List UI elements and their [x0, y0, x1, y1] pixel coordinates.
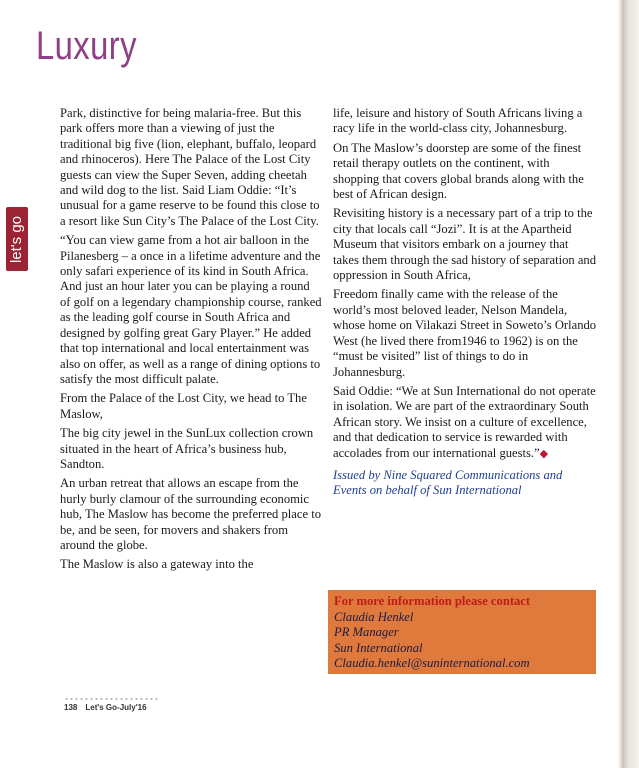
paragraph: On The Maslow’s doorstep are some of the finest retail therapy outlets on the continent, with shopping that covers global brands along with the best of African design. [333, 140, 584, 202]
paragraph-final-text: Said Oddie: “We at Sun International do not operate in isolation. We are part of the extraordinary South African story. We insist on a culture of excellence, and that dedication to service is rewarded with accolades from our international guests.” [333, 383, 596, 460]
contact-name: Claudia Henkel [334, 609, 414, 624]
article-column-right [333, 106, 597, 502]
paragraph: An urban retreat that allows an escape from the hurly burly clamour of the surrounding economic hub, The Maslow has become the preferred place to be, and be seen, for movers and shakers from around the globe. [60, 476, 321, 552]
paragraph: Freedom finally came with the release of the world’s most beloved leader, Nelson Mandela, whose home on Vilakazi Street in Soweto’s Orlando West (he lived there from1946 to 1962) is on the “must be visited” list of things to do in Johannesburg. [333, 287, 597, 379]
press-credit: Issued by Nine Squared Communications and Events on behalf of Sun International [333, 467, 563, 497]
contact-info-box [328, 590, 596, 674]
contact-company: Sun International [334, 640, 423, 655]
paragraph-final [333, 384, 597, 462]
side-tab-label: let's go [8, 215, 26, 263]
paragraph: The Maslow is also a gateway into the [60, 557, 254, 572]
page-edge-shadow [622, 0, 639, 768]
article-column-left [60, 106, 322, 577]
contact-email[interactable]: Claudia.henkel@suninternational.com [334, 656, 530, 671]
contact-heading: For more information please contact [334, 594, 531, 608]
paragraph: From the Palace of the Lost City, we head to The Maslow, [60, 391, 307, 421]
page-number: 138 [64, 703, 78, 712]
paragraph: life, leisure and history of South Africans living a racy life in the world-class city, Johannesburg. [333, 106, 583, 136]
publication-issue: Let's Go-July'16 [85, 703, 147, 712]
paragraph: Park, distinctive for being malaria-free. But this park offers more than a viewing of just the traditional big five (lion, elephant, buffalo, leopard and rhinoceros). Here The Palace of the Lost City guests can view the Super Seven, adding cheetah and wild dog to the list. Said Liam Oddie: “It’s unusual for a game reserve to be found this close to a resort like Sun City’s The Palace of the Lost City. [60, 106, 320, 228]
end-mark-icon: ◆ [539, 447, 549, 460]
section-side-tab [6, 207, 28, 271]
contact-role: PR Manager [334, 625, 399, 640]
paragraph: The big city jewel in the SunLux collection crown situated in the heart of Africa’s business hub, Sandton. [60, 426, 314, 471]
paragraph: Revisiting history is a necessary part of a trip to the city that locals call “Jozi”. It is at the Apartheid Museum that visitors embark on a journey that takes them through the sad history of separation and oppression in South Africa, [333, 206, 597, 283]
page-footer [64, 703, 147, 712]
paragraph: “You can view game from a hot air balloon in the Pilanesberg – a once in a lifetime adventure and the only safari experience of its kind in South Africa. And just an hour later you can be playing a round of golf on a legendary championship course, ranked as the leading golf course in South Africa and designed by golfing great Gary Player.” He added that top international and local entertainment was also on offer, as well as a range of dining options to satisfy the most difficult palate. [60, 233, 322, 386]
footer-divider [64, 697, 160, 701]
section-title: Luxury [36, 24, 137, 68]
